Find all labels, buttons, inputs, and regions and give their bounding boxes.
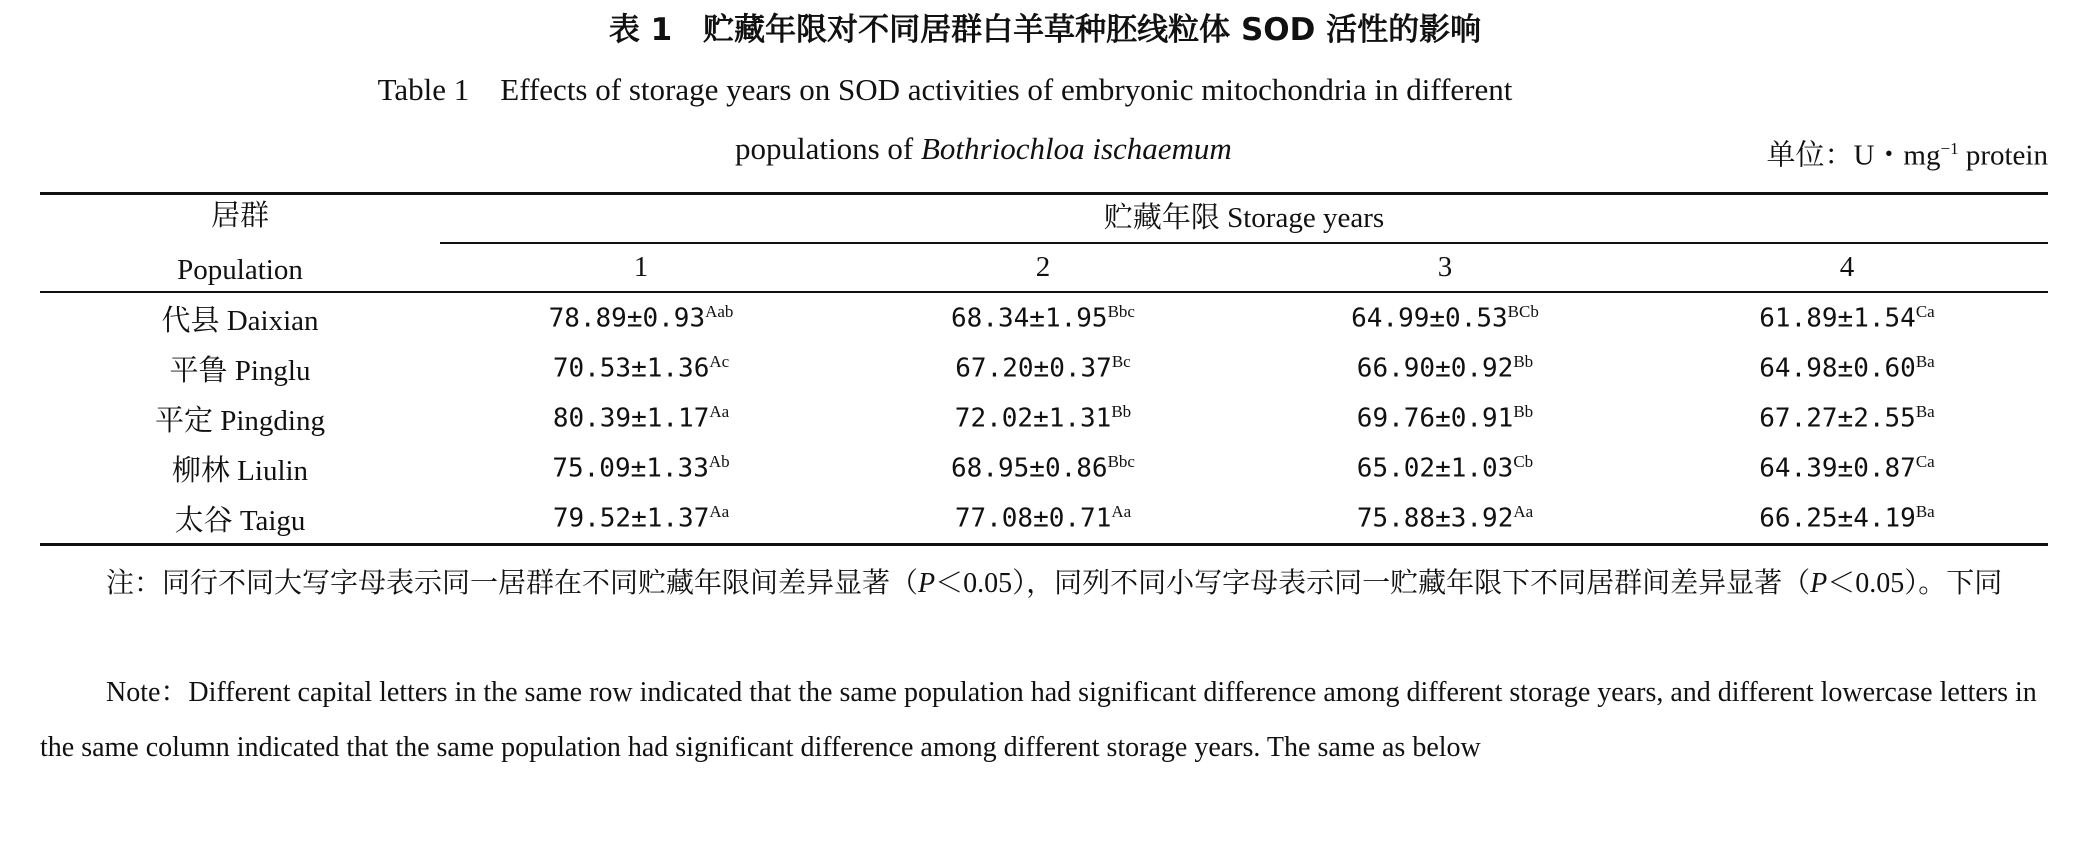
population-cell: 柳林 Liulin — [171, 454, 309, 487]
value-cell: $77.08\pm 0.71^{Aa}$ — [954, 502, 1132, 534]
value-cell: $75.88\pm 3.92^{Aa}$ — [1356, 502, 1534, 534]
value-cell: $70.53\pm 1.36^{Ac}$ — [552, 352, 730, 384]
header-year-1: 1 — [633, 251, 649, 283]
note-chinese: 注：同行不同大写字母表示同一居群在不同贮藏年限间差异显著（P＜0.05），同列不同小写字母表示同一贮藏年限下不同居群间差异显著（P＜0.05）。下同 — [106, 568, 2003, 599]
population-cell: 平鲁 Pinglu — [169, 354, 311, 387]
table-title-english-line1: Table 1 Effects of storage years on SOD activities of embryonic mitochondria in different — [377, 72, 1513, 107]
top-rule — [40, 192, 2048, 195]
value-cell: $61.89\pm 1.54^{Ca}$ — [1759, 302, 1935, 334]
unit-suffix: protein — [1958, 139, 2048, 172]
header-population-en: Population — [177, 254, 303, 286]
population-cell: 太谷 Taigu — [174, 504, 306, 537]
value-cell: $75.09\pm 1.33^{Ab}$ — [552, 452, 730, 484]
sod-data-table — [40, 293, 2048, 543]
value-cell: $78.89\pm 0.93^{Aab}$ — [548, 302, 734, 334]
table-title-english-line2 — [735, 127, 1232, 171]
table-row — [40, 393, 2048, 443]
value-cell: $67.27\pm 2.55^{Ba}$ — [1759, 402, 1935, 434]
population-cell: 代县 Daixian — [161, 304, 319, 337]
table-row — [40, 443, 2048, 493]
species-name: Bothriochloa ischaemum — [921, 131, 1232, 166]
population-cell: 平定 Pingding — [155, 404, 325, 437]
header-year-4: 4 — [1839, 251, 1855, 283]
value-cell: $64.99\pm 0.53^{BCb}$ — [1351, 302, 1539, 334]
value-cell: $66.90\pm 0.92^{Bb}$ — [1356, 352, 1534, 384]
value-cell: $65.02\pm 1.03^{Cb}$ — [1356, 452, 1534, 484]
unit-exponent: −1 — [1940, 139, 1959, 158]
value-cell: $72.02\pm 1.31^{Bb}$ — [954, 402, 1132, 434]
value-cell: $64.98\pm 0.60^{Ba}$ — [1759, 352, 1935, 384]
table-row — [40, 293, 2048, 343]
bottom-rule — [40, 543, 2048, 546]
value-cell: $67.20\pm 0.37^{Bc}$ — [955, 352, 1131, 384]
unit-prefix: 单位：U・mg — [1766, 139, 1941, 172]
value-cell: $79.52\pm 1.37^{Aa}$ — [552, 502, 730, 534]
table-title-chinese: 表 1 贮藏年限对不同居群白羊草种胚线粒体 SOD 活性的影响 — [608, 12, 1482, 48]
storage-rule — [440, 242, 2048, 244]
header-year-3: 3 — [1437, 251, 1453, 283]
header-year-2: 2 — [1035, 251, 1051, 283]
value-cell: $68.95\pm 0.86^{Bbc}$ — [951, 452, 1135, 484]
header-storage-years: 贮藏年限 Storage years — [1103, 202, 1385, 234]
unit-label — [1766, 127, 2048, 178]
note-english: Note：Different capital letters in the same row indicated that the same population had significant difference among different storage years, and different lowercase letters in the same column indicated that the same population had significant difference among different storage years. The same as below — [40, 677, 2037, 763]
header-population-cn: 居群 — [210, 200, 269, 232]
value-cell: $69.76\pm 0.91^{Bb}$ — [1356, 402, 1534, 434]
table-row — [40, 343, 2048, 393]
table-row — [40, 493, 2048, 543]
value-cell: $66.25\pm 4.19^{Ba}$ — [1759, 502, 1935, 534]
value-cell: $80.39\pm 1.17^{Aa}$ — [552, 402, 730, 434]
value-cell: $64.39\pm 0.87^{Ca}$ — [1759, 452, 1935, 484]
value-cell: $68.34\pm 1.95^{Bbc}$ — [951, 302, 1135, 334]
title-prefix: populations of — [735, 131, 921, 166]
